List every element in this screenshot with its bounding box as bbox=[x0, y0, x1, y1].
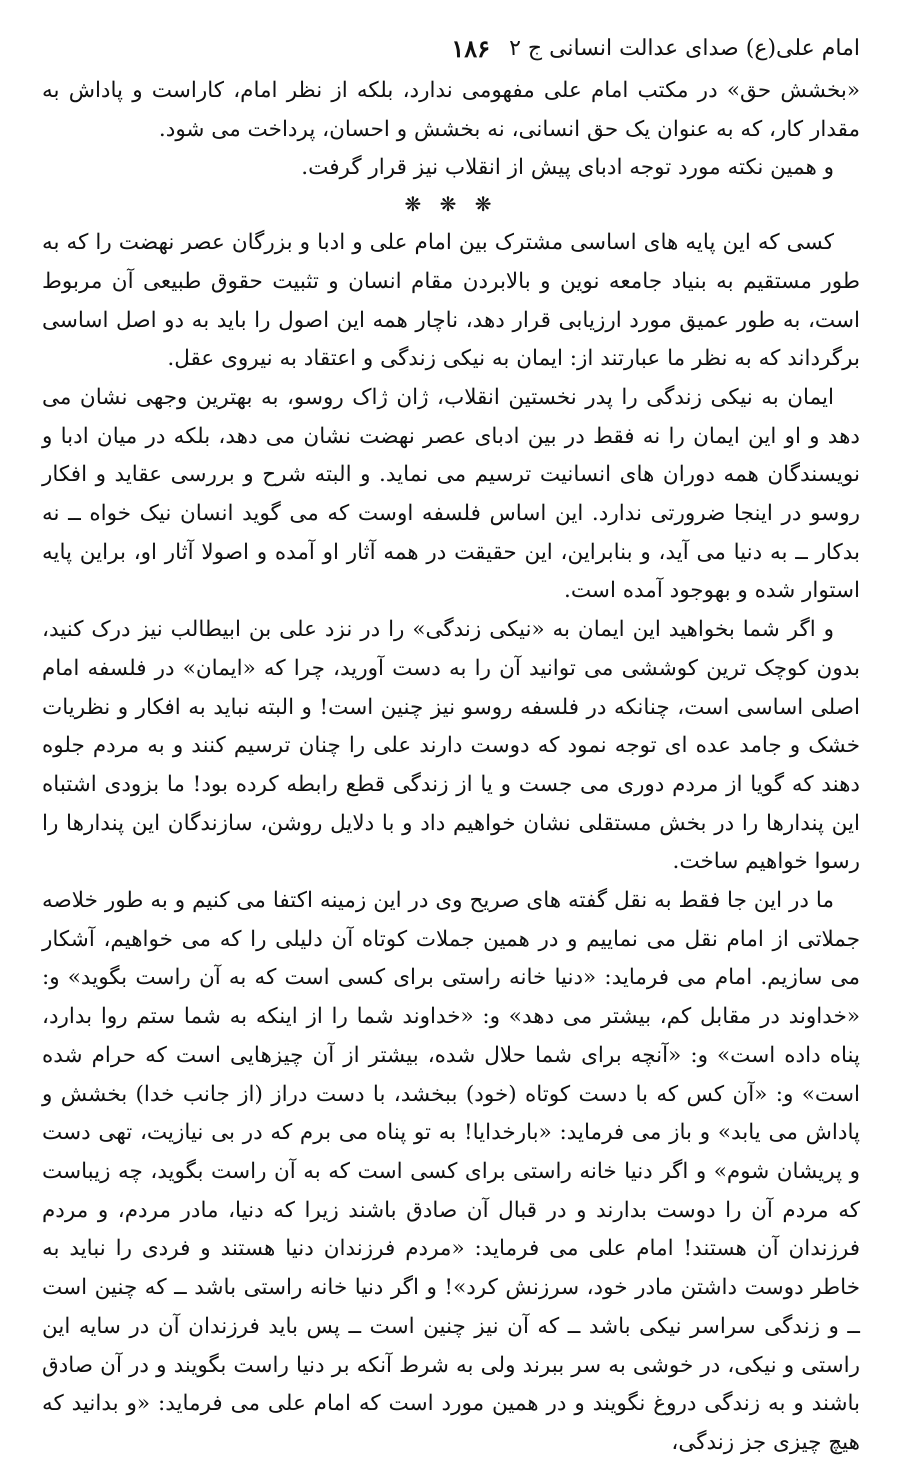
page-header bbox=[42, 30, 860, 72]
paragraph-2: و همین نکته مورد توجه ادبای پیش از انقلاب نیز قرار گرفت. bbox=[301, 155, 834, 181]
paragraph-1: «بخشش حق» در مکتب امام علی مفهومی ندارد، بلکه از نظر امام، کاراست و پاداش به مقدار کار، که به عنوان یک حق انسانی، نه بخشش و احسان، پرداخت می شود. bbox=[42, 78, 860, 142]
running-title: امام علی(ع) صدای عدالت انسانی ج ۲ bbox=[509, 36, 860, 61]
body-text bbox=[42, 72, 860, 1463]
page-number: ۱۸۶ bbox=[451, 34, 490, 63]
paragraph-5: و اگر شما بخواهید این ایمان به «نیکی زندگی» را در نزد علی بن ابیطالب نیز درک کنید، بدون کوچک ترین کوششی می توانید آن را به دست آورید، چرا که «ایمان» در فلسفه امام اصلی اساسی است، چنانکه در فلسفه روسو نیز چنین است! و البته نباید به افکار و نظریات خشک و جامد عده ای توجه نمود که دوست دارند علی را چنان ترسیم کنند و به مردم جلوه دهند که گویا از مردم دوری می جست و یا از زندگی قطع رابطه کرده بود! ما بزودی اشتباه این پندارها را در بخش مستقلی نشان خواهیم داد و با دلایل روشن، سازندگان این پندارها را رسوا خواهیم ساخت. bbox=[42, 617, 860, 875]
paragraph-6: ما در این جا فقط به نقل گفته های صریح وی در این زمینه اکتفا می کنیم و به طور خلاصه جملاتی از امام نقل می نماییم و در همین جملات کوتاه آن دلیلی را که می خواهیم، آشکار می سازیم. امام می فرماید: «دنیا خانه راستی برای کسی است که به آن راست بگوید» و: «خداوند در مقابل کم، بیشتر می دهد» و: «خداوند شما را از اینکه به شما ستم روا بدارد، پناه داده است» و: «آنچه برای شما حلال شده، بیشتر از آن چیزهایی است که حرام شده است» و: «آن کس که با دست کوتاه (خود) ببخشد، با دست دراز (از جانب خدا) بخشش و پاداش می یابد» و باز می فرماید: «بارخدایا! به تو پناه می برم که در بی نیازیت، تهی دست و پریشان شوم» و اگر دنیا خانه راستی برای کسی است که به آن راست بگوید، چه زیباست که مردم آن را دوست بدارند و در قبال آن صادق باشند زیرا که دنیا، مادر مردم، و مردم فرزندان آن هستند! امام علی می فرماید: «مردم فرزندان دنیا هستند و فردی را نباید به خاطر دوست داشتن مادر خود، سرزنش کرد»! و اگر دنیا خانه راستی باشد ــ که چنین است ــ و زندگی سراسر نیکی باشد ــ که آن نیز چنین است ــ پس باید فرزندان آن در سایه این راستی و نیکی، در خوشی به سر ببرند ولی به شرط آنکه بر دنیا راست بگویند و در آن صادق باشند و به زندگی دروغ نگویند و در همین مورد است که امام علی می فرماید: «و بدانید که هیچ چیزی جز زندگی، bbox=[42, 888, 860, 1455]
section-separator: ❋ ❋ ❋ bbox=[404, 192, 498, 217]
paragraph-4: ایمان به نیکی زندگی را پدر نخستین انقلاب، ژان ژاک روسو، به بهترین وجهی نشان می دهد و او این ایمان را نه فقط در بین ادبای عصر نهضت نشان می دهد، بلکه در میان ادبا و نویسندگان همه دوران های انسانیت ترسیم می نماید. و البته شرح و بررسی عقاید و افکار روسو در اینجا ضرورتی ندارد. این اساس فلسفه اوست که می گوید انسان نیک خواه ــ نه بدکار ــ به دنیا می آید، و بنابراین، این حقیقت در همه آثار او آمده و اصولا آثار او، براین پایه استوار شده و بهوجود آمده است. bbox=[42, 384, 860, 604]
paragraph-3: کسی که این پایه های اساسی مشترک بین امام علی و ادبا و بزرگان عصر نهضت را که به طور مستقیم به بنیاد جامعه نوین و بالابردن مقام انسان و تثبیت حقوق طبیعی آن مربوط است، به طور عمیق مورد ارزیابی قرار دهد، ناچار همه این اصول را باید به دو اصل اساسی برگرداند که به نظر ما عبارتند از: ایمان به نیکی زندگی و اعتقاد به نیروی عقل. bbox=[42, 230, 860, 372]
